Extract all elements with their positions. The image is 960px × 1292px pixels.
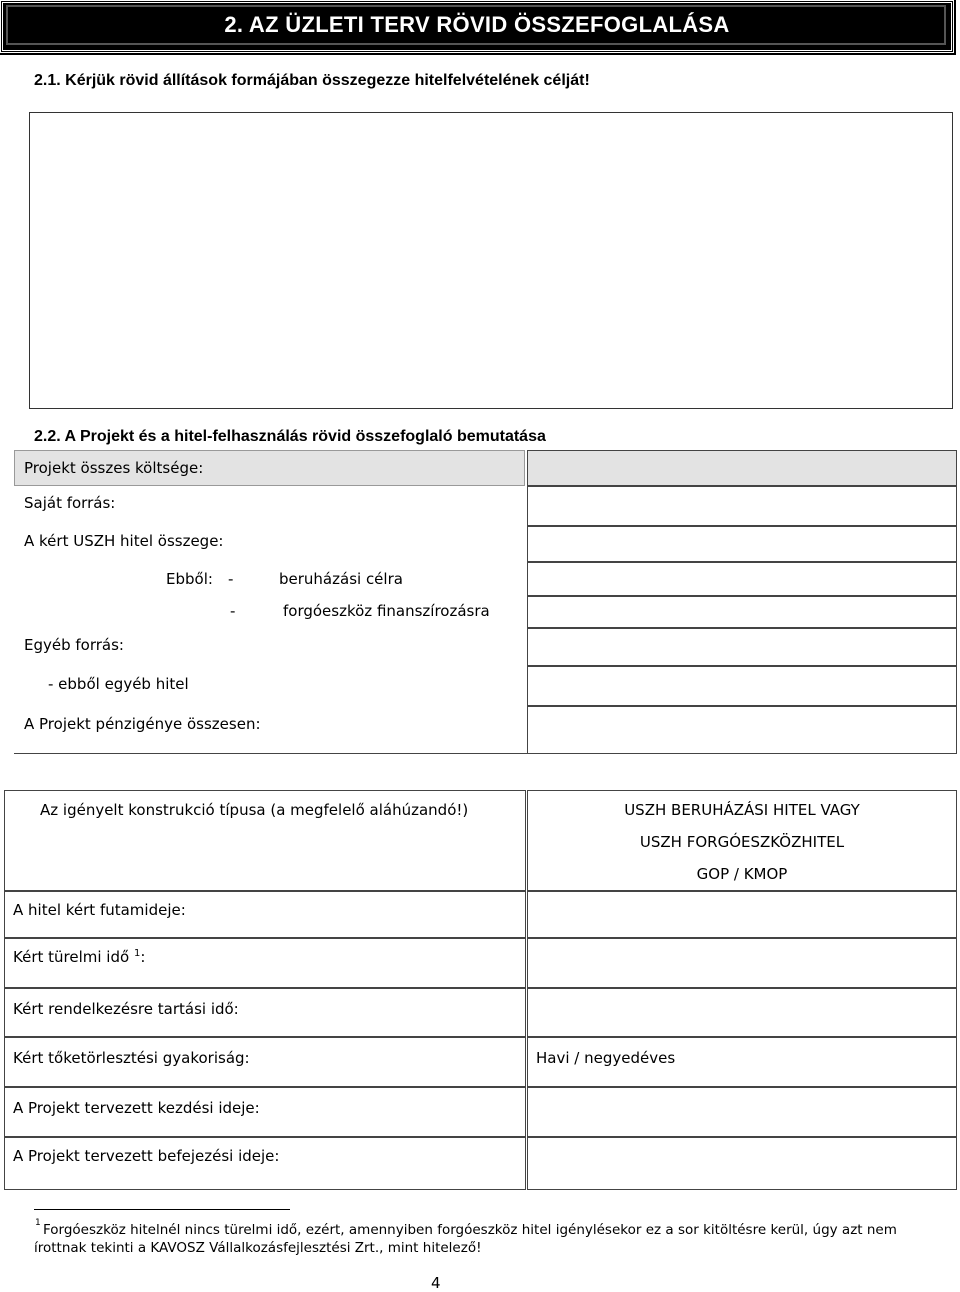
- section-2-1-heading: 2.1. Kérjük rövid állítások formájában összegezze hitelfelvételének célját!: [34, 72, 590, 89]
- page-number: 4: [431, 1274, 441, 1292]
- grace-period-label: [13, 948, 145, 966]
- grace-period-text: Kért türelmi idő: [13, 948, 130, 966]
- page-title: 2. AZ ÜZLETI TERV RÖVID ÖSSZEFOGLALÁSA: [224, 12, 730, 37]
- repayment-value[interactable]: Havi / negyedéves: [536, 1049, 676, 1067]
- construction-type-label: Az igényelt konstrukció típusa (a megfelelő aláhúzandó!): [40, 801, 469, 819]
- working-capital-value-cell[interactable]: [527, 596, 957, 628]
- of-which-label: Ebből:: [166, 570, 213, 588]
- grace-period-value-cell[interactable]: [527, 938, 957, 988]
- option-investment-loan[interactable]: USZH BERUHÁZÁSI HITEL VAGY: [624, 801, 860, 819]
- other-loan-label: - ebből egyéb hitel: [48, 675, 189, 693]
- availability-value-cell[interactable]: [527, 988, 957, 1037]
- own-source-label: Saját forrás:: [24, 494, 116, 512]
- other-loan-value-cell[interactable]: [527, 666, 957, 706]
- grace-period-colon: :: [140, 948, 146, 966]
- option-working-capital-loan[interactable]: USZH FORGÓESZKÖZHITEL: [639, 833, 845, 851]
- option-gop-kmop[interactable]: GOP / KMOP: [696, 865, 788, 883]
- availability-label: Kért rendelkezésre tartási idő:: [13, 1000, 239, 1018]
- working-capital-label: forgóeszköz finanszírozásra: [283, 602, 490, 620]
- investment-label: beruházási célra: [279, 570, 403, 588]
- repayment-label: Kért tőketörlesztési gyakoriság:: [13, 1049, 250, 1067]
- footnote-ref: 1: [133, 948, 141, 959]
- start-date-value-cell[interactable]: [527, 1087, 957, 1137]
- total-cost-label: Projekt összes költsége:: [24, 459, 204, 477]
- end-date-value-cell[interactable]: [527, 1137, 957, 1190]
- footnote-marker: 1: [35, 1218, 41, 1228]
- purpose-text-area[interactable]: [29, 112, 953, 409]
- total-need-label: A Projekt pénzigénye összesen:: [24, 715, 261, 733]
- section-2-2-heading: 2.2. A Projekt és a hitel-felhasználás rövid összefoglaló bemutatása: [34, 428, 546, 445]
- term-label: A hitel kért futamideje:: [13, 901, 186, 919]
- other-source-label: Egyéb forrás:: [24, 636, 124, 654]
- total-cost-value-cell[interactable]: [527, 450, 957, 486]
- footnote-separator: [34, 1209, 290, 1210]
- requested-loan-label: A kért USZH hitel összege:: [24, 532, 224, 550]
- dash-marker: -: [228, 570, 234, 588]
- own-source-value-cell[interactable]: [527, 486, 957, 526]
- footnote-line-2: írottnak tekinti a KAVOSZ Vállalkozásfejlesztési Zrt., mint hitelező!: [34, 1240, 482, 1256]
- requested-loan-value-cell[interactable]: [527, 526, 957, 562]
- total-need-value-cell[interactable]: [527, 706, 957, 754]
- investment-value-cell[interactable]: [527, 562, 957, 596]
- dash-marker: -: [230, 602, 236, 620]
- footnote-line-1: Forgóeszköz hitelnél nincs türelmi idő, ezért, amennyiben forgóeszköz hitel igénylésekor ez a sor kitöltésre kerül, úgy azt nem: [43, 1222, 897, 1238]
- term-value-cell[interactable]: [527, 891, 957, 938]
- start-date-label: A Projekt tervezett kezdési ideje:: [13, 1099, 260, 1117]
- other-source-value-cell[interactable]: [527, 628, 957, 666]
- end-date-label: A Projekt tervezett befejezési ideje:: [13, 1147, 280, 1165]
- cost-table-bottom-line: [14, 753, 957, 754]
